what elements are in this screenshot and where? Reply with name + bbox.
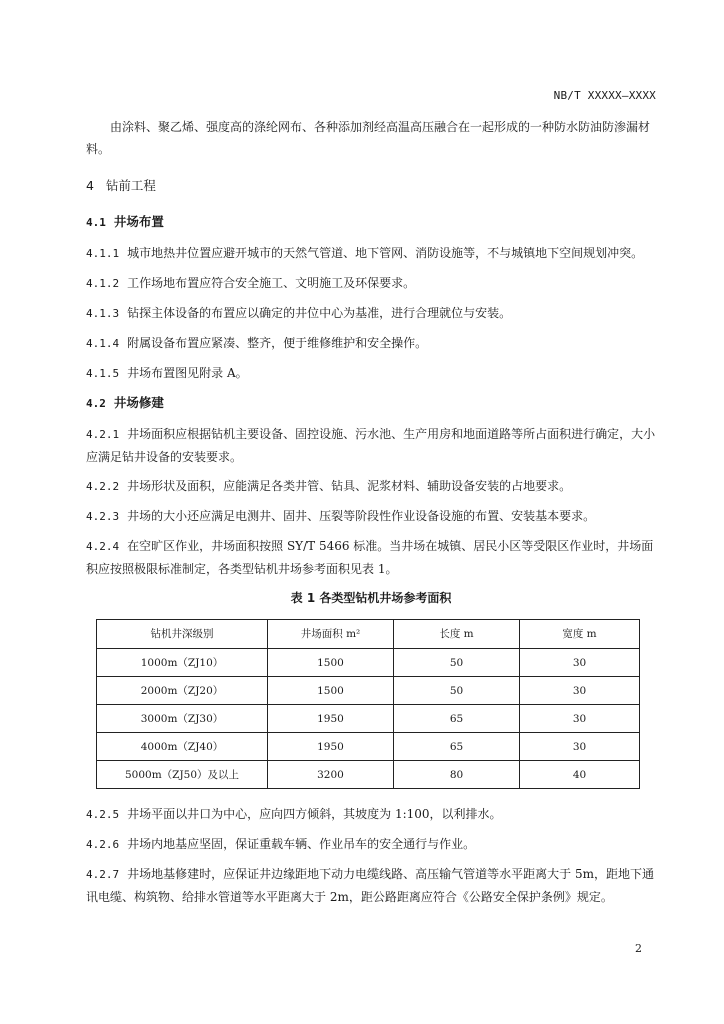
subsection-number: 4.2: [86, 397, 106, 410]
table-header-cell: 井场面积 m²: [268, 620, 394, 649]
table-cell: 30: [520, 705, 640, 733]
subsection-4-2-heading: [86, 392, 656, 415]
table-1: [96, 619, 640, 789]
table-header-cell: 钻机井深级别: [97, 620, 268, 649]
table-cell: 30: [520, 649, 640, 677]
table-cell: 1950: [268, 705, 394, 733]
table-header-cell: 长度 m: [394, 620, 520, 649]
table-row: [97, 677, 640, 705]
clause-number: 4.1.4: [86, 337, 120, 350]
table-cell: 1950: [268, 733, 394, 761]
table-cell: 40: [520, 761, 640, 789]
clauses-after-table: [86, 803, 656, 908]
table-cell: 1500: [268, 677, 394, 705]
clause-4-1-4: [86, 332, 656, 355]
clause-text: 井场平面以井口为中心，应向四方倾斜，其坡度为 1:100，以利排水。: [127, 807, 502, 821]
clause-4-2-1: [86, 423, 656, 468]
clause-number: 4.2.6: [86, 838, 120, 851]
clause-4-2-7: [86, 863, 656, 908]
clause-4-1-3: [86, 302, 656, 325]
clause-number: 4.2.3: [86, 510, 120, 523]
table-cell: 30: [520, 677, 640, 705]
doc-code-header: NB/T XXXXX—XXXX: [553, 89, 656, 102]
table-cell: 3000m（ZJ30）: [97, 705, 268, 733]
table-header-row: [97, 620, 640, 649]
section-title: 钻前工程: [105, 178, 156, 193]
table-cell: 65: [394, 705, 520, 733]
intro-paragraph: 由涂料、聚乙烯、强度高的涤纶网布、各种添加剂经高温高压融合在一起形成的一种防水防油防渗漏材料。: [86, 120, 651, 156]
page-number: 2: [635, 942, 642, 955]
clause-4-1-5: [86, 362, 656, 385]
clause-text: 井场内地基应坚固，保证重载车辆、作业吊车的安全通行与作业。: [127, 837, 476, 851]
clause-text: 井场地基修建时，应保证井边缘距地下动力电缆线路、高压输气管道等水平距离大于 5m，距地下通讯电缆、构筑物、给排水管道等水平距离大于 2m，距公路距离应符合《公路安全保护条例》规定。: [86, 867, 654, 904]
table-cell: 5000m（ZJ50）及以上: [97, 761, 268, 789]
clause-text: 钻探主体设备的布置应以确定的井位中心为基准，进行合理就位与安装。: [127, 306, 512, 320]
table-cell: 2000m（ZJ20）: [97, 677, 268, 705]
table-row: [97, 649, 640, 677]
table-cell: 3200: [268, 761, 394, 789]
table-cell: 1000m（ZJ10）: [97, 649, 268, 677]
clause-text: 井场形状及面积，应能满足各类井管、钻具、泥浆材料、辅助设备安装的占地要求。: [127, 479, 572, 493]
table-cell: 30: [520, 733, 640, 761]
table-cell: 65: [394, 733, 520, 761]
clause-number: 4.1.2: [86, 277, 120, 290]
clause-text: 工作场地布置应符合安全施工、文明施工及环保要求。: [127, 276, 416, 290]
section-number: 4: [86, 178, 94, 193]
clause-4-2-4: [86, 535, 656, 580]
clause-4-1-1: [86, 242, 656, 265]
document-body: [86, 116, 656, 915]
clause-text: 在空旷区作业，井场面积按照 SY/T 5466 标准。当井场在城镇、居民小区等受限区作业时，井场面积应按照极限标准制定，各类型钻机井场参考面积见表 1。: [86, 539, 654, 576]
table-cell: 4000m（ZJ40）: [97, 733, 268, 761]
subsection-4-1-heading: [86, 211, 656, 234]
clause-4-2-6: [86, 833, 656, 856]
clause-4-1-2: [86, 272, 656, 295]
clause-number: 4.1.1: [86, 247, 120, 260]
table-row: [97, 705, 640, 733]
subsection-title: 井场修建: [113, 395, 164, 410]
table-cell: 1500: [268, 649, 394, 677]
table-header-cell: 宽度 m: [520, 620, 640, 649]
clause-number: 4.2.7: [86, 868, 120, 881]
table-row: [97, 761, 640, 789]
clause-text: 附属设备布置应紧凑、整齐，便于维修维护和安全操作。: [127, 336, 428, 350]
section-4-heading: [86, 175, 656, 197]
clause-4-2-3: [86, 505, 656, 528]
clause-text: 井场布置图见附录 A。: [127, 366, 248, 380]
clause-number: 4.1.5: [86, 367, 120, 380]
clause-4-2-2: [86, 475, 656, 498]
clause-number: 4.1.3: [86, 307, 120, 320]
subsection-title: 井场布置: [113, 214, 164, 229]
table-cell: 80: [394, 761, 520, 789]
clause-text: 井场面积应根据钻机主要设备、固控设施、污水池、生产用房和地面道路等所占面积进行确定，大小应满足钻井设备的安装要求。: [86, 427, 656, 464]
table-cell: 50: [394, 677, 520, 705]
clause-4-2-5: [86, 803, 656, 826]
table-cell: 50: [394, 649, 520, 677]
clause-number: 4.2.1: [86, 428, 120, 441]
clause-number: 4.2.4: [86, 540, 120, 553]
clause-number: 4.2.5: [86, 808, 120, 821]
table-row: [97, 733, 640, 761]
clause-text: 井场的大小还应满足电测井、固井、压裂等阶段性作业设备设施的布置、安装基本要求。: [127, 509, 596, 523]
table-1-title: 表 1 各类型钻机井场参考面积: [290, 591, 452, 605]
clause-number: 4.2.2: [86, 480, 120, 493]
subsection-number: 4.1: [86, 216, 106, 229]
clause-text: 城市地热井位置应避开城市的天然气管道、地下管网、消防设施等，不与城镇地下空间规划冲突。: [127, 246, 644, 260]
